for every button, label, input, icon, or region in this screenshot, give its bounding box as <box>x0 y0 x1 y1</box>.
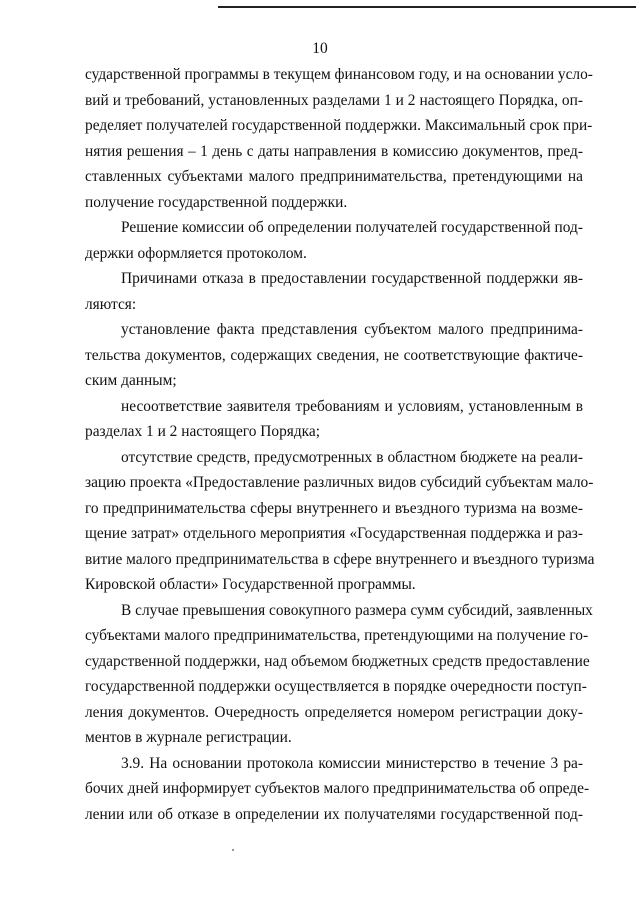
text-line: Решение комиссии об определении получателей государственной под- <box>121 219 583 236</box>
text-line: витие малого предпринимательства в сфере внутреннего и въездного туризма <box>85 550 595 568</box>
text-line: Кировской области» Государственной программы. <box>85 576 416 593</box>
paragraph <box>85 445 595 598</box>
page-number: 10 <box>312 40 328 57</box>
paragraph <box>85 62 593 215</box>
paragraph <box>85 751 590 828</box>
text-line: зацию проекта «Предоставление различных видов субсидий субъектам мало- <box>85 474 594 491</box>
text-line: несоответствие заявителя требованиям и условиям, установленным в <box>121 397 583 415</box>
text-line: ляются: <box>85 295 137 313</box>
text-line: 3.9. На основании протокола комиссии министерство в течение 3 ра- <box>121 754 583 772</box>
text-line: отсутствие средств, предусмотренных в областном бюджете на реали- <box>121 448 583 466</box>
text-line: Причинами отказа в предоставлении государственной поддержки яв- <box>121 270 583 287</box>
text-line: го предпринимательства сферы внутреннего и въездного туризма на возме- <box>85 499 583 517</box>
text-line: нятия решения – 1 день с даты направления в комиссию документов, пред- <box>85 142 583 160</box>
paragraph <box>85 266 583 317</box>
text-line: держки оформляется протоколом. <box>85 244 307 262</box>
text-line: щение затрат» отдельного мероприятия «Государственная поддержка и раз- <box>85 525 583 542</box>
text-line: ления документов. Очередность определяется номером регистрации доку- <box>85 703 583 721</box>
top-rule <box>218 6 636 8</box>
text-line: субъектами малого предпринимательства, претендующими на получение го- <box>85 627 589 644</box>
paragraph <box>85 317 583 394</box>
text-line: ставленных субъектами малого предпринимательства, претендующими на <box>85 168 583 185</box>
text-line: В случае превышения совокупного размера сумм субсидий, заявленных <box>121 601 593 619</box>
text-line: получение государственной поддержки. <box>85 193 348 211</box>
text-line: вий и требований, установленных разделами 1 и 2 настоящего Порядка, оп- <box>85 91 583 109</box>
text-line: сударственной программы в текущем финансовом году, и на основании усло- <box>85 66 593 83</box>
text-line: сударственной поддержки, над объемом бюджетных средств предоставление <box>85 652 590 670</box>
text-line: установление факта представления субъектом малого предпринима- <box>121 321 583 338</box>
paragraph <box>85 394 583 445</box>
text-line: тельства документов, содержащих сведения, не соответствующие фактиче- <box>85 346 583 364</box>
scan-speck <box>232 849 234 851</box>
paragraph <box>85 598 593 751</box>
text-line: ским данным; <box>85 372 177 389</box>
text-line: ределяет получателей государственной поддержки. Максимальный срок при- <box>85 117 593 134</box>
text-line: государственной поддержки осуществляется в порядке очередности поступ- <box>85 678 587 695</box>
text-line: бочих дней информирует субъектов малого предпринимательства об опреде- <box>85 780 590 797</box>
text-line: разделах 1 и 2 настоящего Порядка; <box>85 423 321 440</box>
paragraph <box>85 215 583 266</box>
text-line: лении или об отказе в определении их получателями государственной под- <box>85 805 583 823</box>
document-body <box>85 62 595 827</box>
text-line: ментов в журнале регистрации. <box>85 729 292 746</box>
